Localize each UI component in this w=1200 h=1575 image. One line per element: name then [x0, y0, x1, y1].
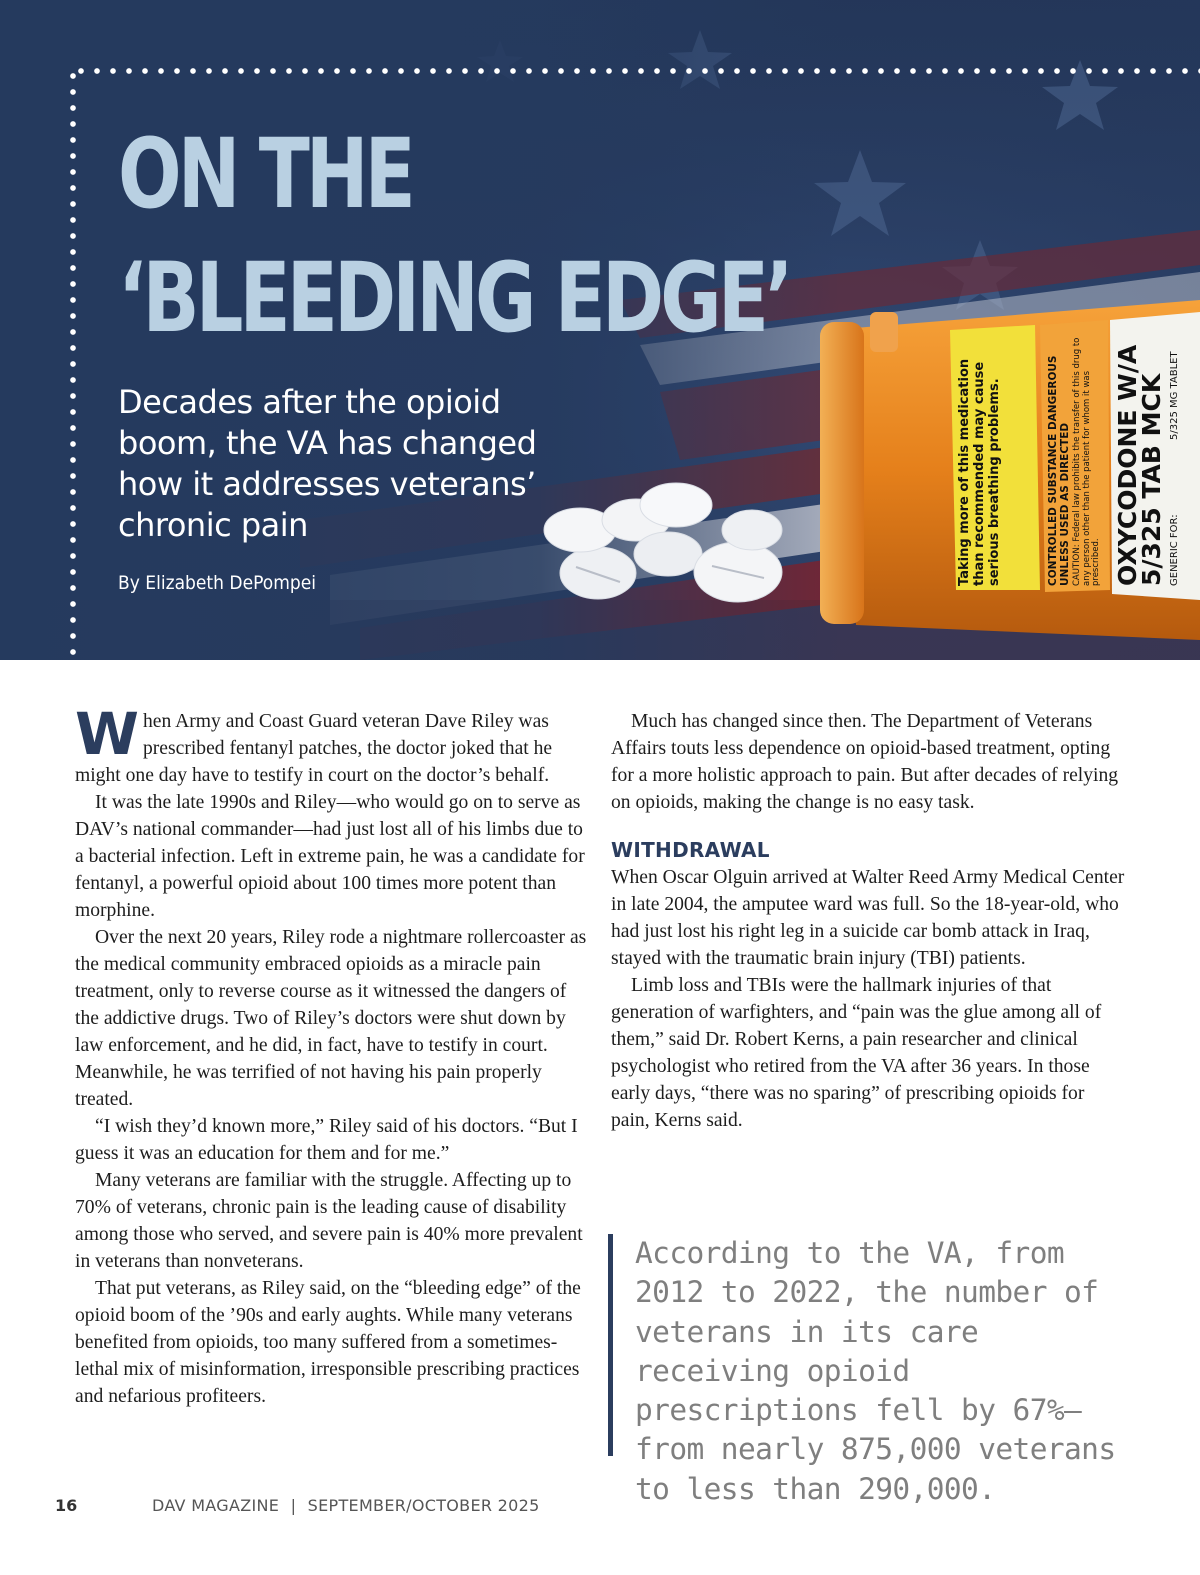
- label-caution: CAUTION: Federal law prohibits the transfer of this drug to any person other than the patient for whom it was prescribed.: [1072, 337, 1101, 586]
- paragraph: It was the late 1990s and Riley—who would go on to serve as DAV’s national commander—had just lost all of his limbs due to a bacterial infection. Left in extreme pain, he was a candidate for fentanyl, a powerful opioid about 100 times more potent than morphine.: [75, 792, 585, 921]
- hero-image: [0, 0, 1200, 660]
- label-generic: GENERIC FOR:: [1169, 514, 1180, 586]
- page-footer: [0, 1496, 1200, 1520]
- title-line-1: ON THE: [118, 118, 412, 230]
- pull-quote-text: According to the VA, from 2012 to 2022, the number of veterans in its care receiving opioid prescriptions fell by 67%—from nearly 875,000 veterans to less than 290,000.: [635, 1236, 1116, 1506]
- article-deck: Decades after the opioid boom, the VA has changed how it addresses veterans’ chronic pain: [118, 383, 537, 544]
- paragraph: Many veterans are familiar with the struggle. Affecting up to 70% of veterans, chronic pain is the leading cause of disability among those who served, and severe pain is 40% more prevalent in veterans than nonveterans.: [75, 1170, 583, 1272]
- paragraph: “I wish they’d known more,” Riley said of his doctors. “But I guess it was an education for them and for me.”: [75, 1116, 578, 1164]
- drop-cap: W: [75, 700, 139, 768]
- bottle-label: [955, 325, 1200, 590]
- section-heading: WITHDRAWAL: [611, 838, 770, 862]
- pull-quote: [608, 1234, 1148, 1506]
- byline: By Elizabeth DePompei: [118, 572, 317, 594]
- dotted-border-top: [73, 68, 1200, 74]
- issue-date: SEPTEMBER/OCTOBER 2025: [307, 1496, 540, 1515]
- label-drug-name: OXYCODONE W/A: [1113, 344, 1142, 586]
- paragraph: Much has changed since then. The Department of Veterans Affairs touts less dependence on opioid-based treatment, opting for a more holistic approach to pain. But after decades of relying on opioids, making the change is no easy task.: [611, 711, 1119, 813]
- page-number: 16: [55, 1496, 78, 1515]
- footer-separator: |: [290, 1496, 297, 1515]
- footer-publication: [152, 1496, 540, 1515]
- label-strength: 5/325 MG TABLET: [1169, 351, 1180, 440]
- paragraph: Limb loss and TBIs were the hallmark injuries of that generation of warfighters, and “pain was the glue among all of them,” said Dr. Robert Kerns, a pain researcher and clinical psychologist who retired from the VA after 36 years. In those early days, “there was no sparing” of prescribing opioids for pain, Kerns said.: [611, 975, 1102, 1131]
- article-column-left: [75, 700, 587, 1410]
- title-line-2: ‘BLEEDING EDGE’: [118, 242, 790, 354]
- paragraph: That put veterans, as Riley said, on the “bleeding edge” of the opioid boom of the ’90s and early aughts. While many veterans benefited from opioids, too many suffered from a sometimes-lethal mix of misinformation, irresponsible prescribing practices and nefarious profiteers.: [75, 1278, 581, 1407]
- magazine-name: DAV MAGAZINE: [152, 1496, 280, 1515]
- paragraph: Over the next 20 years, Riley rode a nightmare rollercoaster as the medical community embraced opioids as a miracle pain treatment, only to reverse course as it witnessed the dangers of the addictive drugs. Two of Riley’s doctors were shut down by law enforcement, and he did, in fact, have to testify in court. Meanwhile, he was terrified of not having his pain properly treated.: [75, 927, 587, 1110]
- label-controlled: CONTROLLED SUBSTANCE DANGEROUS UNLESS USED AS DIRECTED: [1047, 355, 1071, 586]
- paragraph: When Oscar Olguin arrived at Walter Reed Army Medical Center in late 2004, the amputee ward was full. So the 18-year-old, who had just lost his right leg in a suicide car bomb attack in Iraq, stayed with the traumatic brain injury (TBI) patients.: [611, 867, 1125, 969]
- dotted-border-left: [70, 68, 76, 660]
- label-warning: Taking more of this medication than recommended may cause serious breathing problems.: [957, 358, 1002, 586]
- article-column-right: [611, 708, 1126, 1134]
- article-title: [118, 112, 790, 360]
- label-dose: 5/325 TAB MCK: [1137, 373, 1166, 586]
- paragraph: When Army and Coast Guard veteran Dave Riley was prescribed fentanyl patches, the doctor joked that he might one day have to testify in court on the doctor’s behalf.: [75, 700, 553, 786]
